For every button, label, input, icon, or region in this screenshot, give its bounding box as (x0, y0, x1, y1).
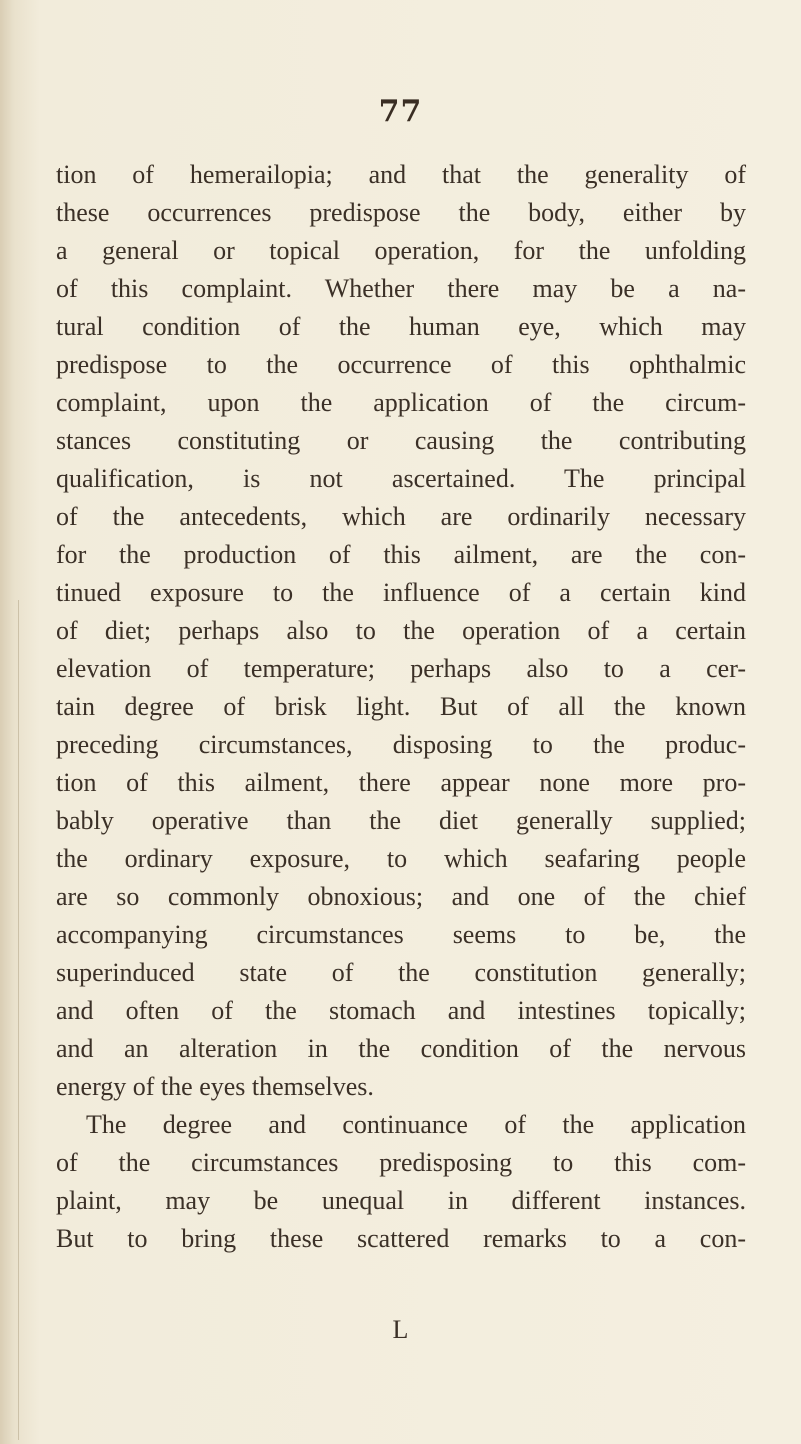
text-line: elevation of temperature; perhaps also to a cer- (56, 654, 746, 683)
text-line: bably operative than the diet generally supplied; (56, 806, 746, 835)
text-line: the ordinary exposure, to which seafaring people (56, 844, 746, 873)
text-line: plaint, may be unequal in different instances. (56, 1186, 746, 1215)
text-line: tion of this ailment, there appear none more pro- (56, 768, 746, 797)
text-line: these occurrences predispose the body, either by (56, 198, 746, 227)
text-line-paragraph-end: energy of the eyes themselves. (56, 1072, 374, 1101)
text-line: of the circumstances predisposing to this com- (56, 1148, 746, 1177)
text-line: of the antecedents, which are ordinarily necessary (56, 502, 746, 531)
page-number: 77 (378, 94, 423, 129)
text-line: tion of hemerailopia; and that the generality of (56, 160, 746, 189)
binding-gutter-line (18, 600, 19, 1440)
text-line: superinduced state of the constitution generally; (56, 958, 746, 987)
text-line: a general or topical operation, for the unfolding (56, 236, 746, 265)
text-line: of this complaint. Whether there may be a na- (56, 274, 746, 303)
text-line: are so commonly obnoxious; and one of the chief (56, 882, 746, 911)
text-line: for the production of this ailment, are the con- (56, 540, 746, 569)
text-line: and an alteration in the condition of the nervous (56, 1034, 746, 1063)
text-line: and often of the stomach and intestines topically; (56, 996, 746, 1025)
text-line-paragraph-start: The degree and continuance of the application (86, 1110, 746, 1139)
text-line: predispose to the occurrence of this ophthalmic (56, 350, 746, 379)
text-line: tural condition of the human eye, which may (56, 312, 746, 341)
text-line: But to bring these scattered remarks to a con- (56, 1224, 746, 1253)
signature-mark: L (392, 1315, 409, 1344)
text-line: tinued exposure to the influence of a certain kind (56, 578, 746, 607)
text-line: of diet; perhaps also to the operation of a certain (56, 616, 746, 645)
text-line: stances constituting or causing the contributing (56, 426, 746, 455)
text-line: accompanying circumstances seems to be, the (56, 920, 746, 949)
text-line: qualification, is not ascertained. The principal (56, 464, 746, 493)
text-line: tain degree of brisk light. But of all the known (56, 692, 746, 721)
text-line: preceding circumstances, disposing to the produc- (56, 730, 746, 759)
text-line: complaint, upon the application of the circum- (56, 388, 746, 417)
